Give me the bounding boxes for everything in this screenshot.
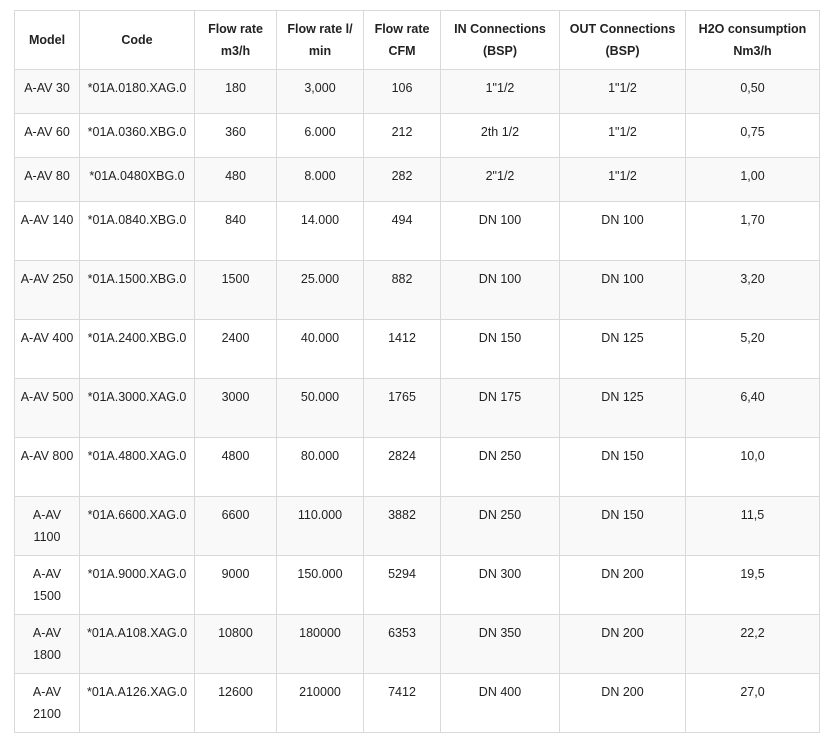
cell-out-connection: DN 125 [560, 320, 686, 379]
table-row [15, 438, 820, 497]
cell-h2o-consumption: 5,20 [686, 320, 820, 379]
header-model: Model [15, 11, 80, 70]
header-flow-rate-cfm: Flow rate CFM [364, 11, 441, 70]
cell-model: A-AV 60 [15, 114, 80, 158]
cell-in-connection: 2"1/2 [441, 158, 560, 202]
cell-model: A-AV 1100 [15, 497, 80, 556]
cell-code: *01A.2400.XBG.0 [80, 320, 195, 379]
cell-in-connection: DN 350 [441, 615, 560, 674]
cell-in-connection: 1"1/2 [441, 70, 560, 114]
cell-model: A-AV 80 [15, 158, 80, 202]
cell-in-connection: DN 100 [441, 261, 560, 320]
table-row [15, 114, 820, 158]
cell-flow-cfm: 106 [364, 70, 441, 114]
header-out-connections: OUT Connections (BSP) [560, 11, 686, 70]
cell-out-connection: DN 100 [560, 261, 686, 320]
cell-model: A-AV 1800 [15, 615, 80, 674]
cell-in-connection: DN 250 [441, 497, 560, 556]
cell-flow-cfm: 882 [364, 261, 441, 320]
cell-flow-lmin: 50.000 [277, 379, 364, 438]
cell-flow-m3h: 2400 [195, 320, 277, 379]
cell-flow-lmin: 3,000 [277, 70, 364, 114]
cell-h2o-consumption: 27,0 [686, 674, 820, 733]
cell-model: A-AV 400 [15, 320, 80, 379]
cell-out-connection: 1"1/2 [560, 70, 686, 114]
cell-flow-m3h: 480 [195, 158, 277, 202]
table-row [15, 556, 820, 615]
cell-flow-m3h: 10800 [195, 615, 277, 674]
cell-code: *01A.0480XBG.0 [80, 158, 195, 202]
cell-model: A-AV 1500 [15, 556, 80, 615]
cell-code: *01A.9000.XAG.0 [80, 556, 195, 615]
cell-in-connection: DN 175 [441, 379, 560, 438]
cell-out-connection: DN 100 [560, 202, 686, 261]
cell-flow-m3h: 9000 [195, 556, 277, 615]
cell-h2o-consumption: 10,0 [686, 438, 820, 497]
cell-flow-m3h: 4800 [195, 438, 277, 497]
cell-in-connection: DN 400 [441, 674, 560, 733]
cell-flow-m3h: 6600 [195, 497, 277, 556]
table-row [15, 70, 820, 114]
cell-flow-m3h: 12600 [195, 674, 277, 733]
cell-code: *01A.A108.XAG.0 [80, 615, 195, 674]
table-row [15, 261, 820, 320]
cell-flow-cfm: 1412 [364, 320, 441, 379]
cell-model: A-AV 500 [15, 379, 80, 438]
cell-flow-m3h: 3000 [195, 379, 277, 438]
cell-model: A-AV 800 [15, 438, 80, 497]
cell-code: *01A.0360.XBG.0 [80, 114, 195, 158]
cell-code: *01A.0840.XBG.0 [80, 202, 195, 261]
cell-model: A-AV 2100 [15, 674, 80, 733]
product-spec-table [14, 10, 820, 733]
table-row [15, 320, 820, 379]
cell-model: A-AV 250 [15, 261, 80, 320]
cell-flow-cfm: 2824 [364, 438, 441, 497]
cell-in-connection: DN 150 [441, 320, 560, 379]
table-row [15, 497, 820, 556]
cell-h2o-consumption: 1,00 [686, 158, 820, 202]
cell-h2o-consumption: 11,5 [686, 497, 820, 556]
cell-flow-cfm: 7412 [364, 674, 441, 733]
cell-flow-lmin: 25.000 [277, 261, 364, 320]
cell-flow-lmin: 150.000 [277, 556, 364, 615]
cell-model: A-AV 140 [15, 202, 80, 261]
cell-flow-cfm: 3882 [364, 497, 441, 556]
cell-h2o-consumption: 0,75 [686, 114, 820, 158]
table-row [15, 379, 820, 438]
header-in-connections: IN Connections (BSP) [441, 11, 560, 70]
table-body [15, 70, 820, 733]
cell-h2o-consumption: 0,50 [686, 70, 820, 114]
header-code: Code [80, 11, 195, 70]
cell-out-connection: 1"1/2 [560, 158, 686, 202]
header-flow-rate-lmin: Flow rate l/ min [277, 11, 364, 70]
cell-h2o-consumption: 22,2 [686, 615, 820, 674]
cell-in-connection: 2th 1/2 [441, 114, 560, 158]
cell-h2o-consumption: 19,5 [686, 556, 820, 615]
cell-flow-m3h: 840 [195, 202, 277, 261]
header-flow-rate-m3h: Flow rate m3/h [195, 11, 277, 70]
cell-flow-lmin: 180000 [277, 615, 364, 674]
cell-flow-lmin: 80.000 [277, 438, 364, 497]
cell-h2o-consumption: 6,40 [686, 379, 820, 438]
cell-flow-cfm: 5294 [364, 556, 441, 615]
cell-h2o-consumption: 3,20 [686, 261, 820, 320]
cell-in-connection: DN 100 [441, 202, 560, 261]
cell-out-connection: DN 200 [560, 615, 686, 674]
cell-flow-lmin: 110.000 [277, 497, 364, 556]
cell-code: *01A.A126.XAG.0 [80, 674, 195, 733]
cell-in-connection: DN 300 [441, 556, 560, 615]
cell-flow-m3h: 360 [195, 114, 277, 158]
cell-flow-m3h: 180 [195, 70, 277, 114]
cell-in-connection: DN 250 [441, 438, 560, 497]
cell-flow-m3h: 1500 [195, 261, 277, 320]
cell-code: *01A.0180.XAG.0 [80, 70, 195, 114]
cell-flow-cfm: 1765 [364, 379, 441, 438]
cell-flow-cfm: 6353 [364, 615, 441, 674]
cell-out-connection: DN 200 [560, 556, 686, 615]
cell-flow-lmin: 14.000 [277, 202, 364, 261]
cell-out-connection: 1"1/2 [560, 114, 686, 158]
cell-flow-cfm: 282 [364, 158, 441, 202]
cell-flow-cfm: 494 [364, 202, 441, 261]
cell-flow-lmin: 8.000 [277, 158, 364, 202]
cell-code: *01A.3000.XAG.0 [80, 379, 195, 438]
cell-h2o-consumption: 1,70 [686, 202, 820, 261]
cell-code: *01A.6600.XAG.0 [80, 497, 195, 556]
table-row [15, 674, 820, 733]
cell-out-connection: DN 125 [560, 379, 686, 438]
cell-model: A-AV 30 [15, 70, 80, 114]
cell-flow-cfm: 212 [364, 114, 441, 158]
cell-flow-lmin: 40.000 [277, 320, 364, 379]
table-row [15, 202, 820, 261]
table-row [15, 615, 820, 674]
cell-out-connection: DN 150 [560, 438, 686, 497]
cell-code: *01A.4800.XAG.0 [80, 438, 195, 497]
cell-flow-lmin: 210000 [277, 674, 364, 733]
table-header-row [15, 11, 820, 70]
cell-flow-lmin: 6.000 [277, 114, 364, 158]
cell-out-connection: DN 200 [560, 674, 686, 733]
cell-out-connection: DN 150 [560, 497, 686, 556]
cell-code: *01A.1500.XBG.0 [80, 261, 195, 320]
header-h2o-consumption: H2O consumption Nm3/h [686, 11, 820, 70]
table-row [15, 158, 820, 202]
